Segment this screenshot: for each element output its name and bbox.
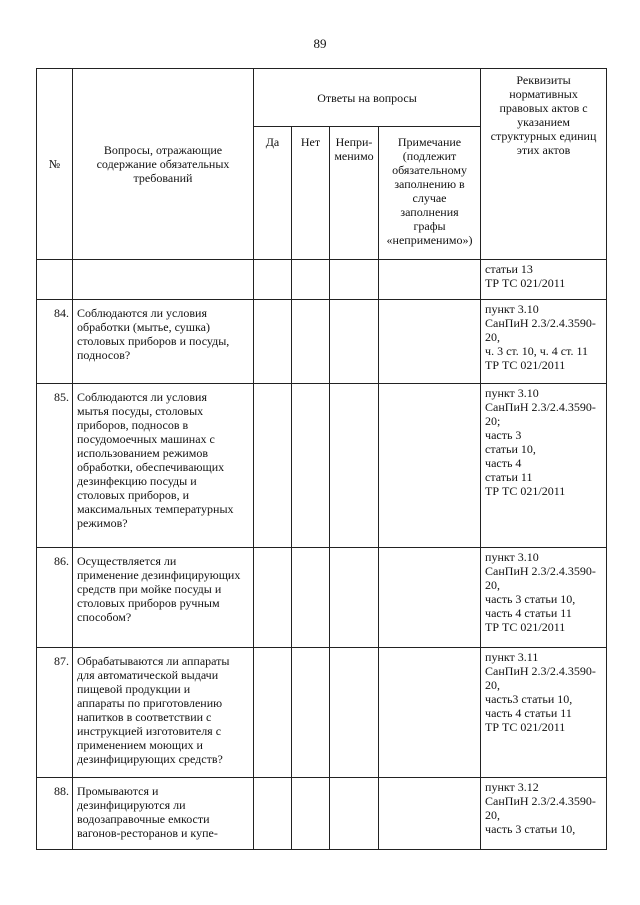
- table-row: [37, 384, 607, 548]
- row-number: 87.: [37, 648, 73, 778]
- page-number: 89: [313, 36, 327, 51]
- yes-cell: [254, 384, 292, 548]
- row-reference: пункт 3.12 СанПиН 2.3/2.4.3590- 20, часть 3 статьи 10,: [481, 778, 607, 850]
- yes-cell: [254, 648, 292, 778]
- row-reference: пункт 3.10 СанПиН 2.3/2.4.3590- 20, ч. 3 ст. 10, ч. 4 ст. 11 ТР ТС 021/2011: [481, 300, 607, 384]
- row-reference: пункт 3.11 СанПиН 2.3/2.4.3590- 20, часть3 статьи 10, часть 4 статьи 11 ТР ТС 021/2011: [481, 648, 607, 778]
- header-not-applicable: Непри- менимо: [330, 127, 379, 260]
- row-reference: статьи 13 ТР ТС 021/2011: [481, 260, 607, 300]
- row-number: [37, 260, 73, 300]
- row-question: Обрабатываются ли аппараты для автоматической выдачи пищевой продукции и аппараты по приготовлению напитков в соответствии с инструкцией изготовителя с применением моющих и дезинфицирующих средств?: [73, 648, 254, 778]
- row-question: [73, 260, 254, 300]
- row-reference: пункт 3.10 СанПиН 2.3/2.4.3590- 20, часть 3 статьи 10, часть 4 статьи 11 ТР ТС 021/2011: [481, 548, 607, 648]
- header-no: Нет: [292, 127, 330, 260]
- header-note: Примечание (подлежит обязательному заполнению в случае заполнения графы «неприменимо»): [379, 127, 481, 260]
- not-applicable-cell: [330, 648, 379, 778]
- note-cell: [379, 260, 481, 300]
- row-question: Промываются и дезинфицируются ли водозаправочные емкости вагонов-ресторанов и купе-: [73, 778, 254, 850]
- note-cell: [379, 778, 481, 850]
- header-answers: Ответы на вопросы: [254, 69, 481, 127]
- requirements-table: [36, 68, 607, 850]
- not-applicable-cell: [330, 260, 379, 300]
- not-applicable-cell: [330, 300, 379, 384]
- note-cell: [379, 648, 481, 778]
- no-cell: [292, 648, 330, 778]
- row-number: 84.: [37, 300, 73, 384]
- row-question: Соблюдаются ли условия обработки (мытье, сушка) столовых приборов и посуды, подносов?: [73, 300, 254, 384]
- table-row: [37, 300, 607, 384]
- header-requisites: Реквизиты нормативных правовых актов с указанием структурных единиц этих актов: [481, 69, 607, 260]
- row-reference: пункт 3.10 СанПиН 2.3/2.4.3590- 20; часть 3 статьи 10, часть 4 статьи 11 ТР ТС 021/2011: [481, 384, 607, 548]
- yes-cell: [254, 548, 292, 648]
- table-row: [37, 778, 607, 850]
- not-applicable-cell: [330, 384, 379, 548]
- row-number: 86.: [37, 548, 73, 648]
- note-cell: [379, 548, 481, 648]
- note-cell: [379, 300, 481, 384]
- no-cell: [292, 300, 330, 384]
- row-number: 85.: [37, 384, 73, 548]
- row-number: 88.: [37, 778, 73, 850]
- note-cell: [379, 384, 481, 548]
- table-row: [37, 260, 607, 300]
- header-row-top: [37, 69, 607, 127]
- header-num: №: [37, 69, 73, 260]
- yes-cell: [254, 778, 292, 850]
- not-applicable-cell: [330, 778, 379, 850]
- no-cell: [292, 260, 330, 300]
- yes-cell: [254, 260, 292, 300]
- table-row: [37, 548, 607, 648]
- header-question: Вопросы, отражающие содержание обязательных требований: [73, 69, 254, 260]
- row-question: Осуществляется ли применение дезинфицирующих средств при мойке посуды и столовых приборов ручным способом?: [73, 548, 254, 648]
- not-applicable-cell: [330, 548, 379, 648]
- no-cell: [292, 384, 330, 548]
- header-yes: Да: [254, 127, 292, 260]
- row-question: Соблюдаются ли условия мытья посуды, столовых приборов, подносов в посудомоечных машинах с использованием режимов обработки, обеспечивающих дезинфекцию посуды и столовых приборов, и максимальных температурных режимов?: [73, 384, 254, 548]
- yes-cell: [254, 300, 292, 384]
- table-row: [37, 648, 607, 778]
- no-cell: [292, 548, 330, 648]
- no-cell: [292, 778, 330, 850]
